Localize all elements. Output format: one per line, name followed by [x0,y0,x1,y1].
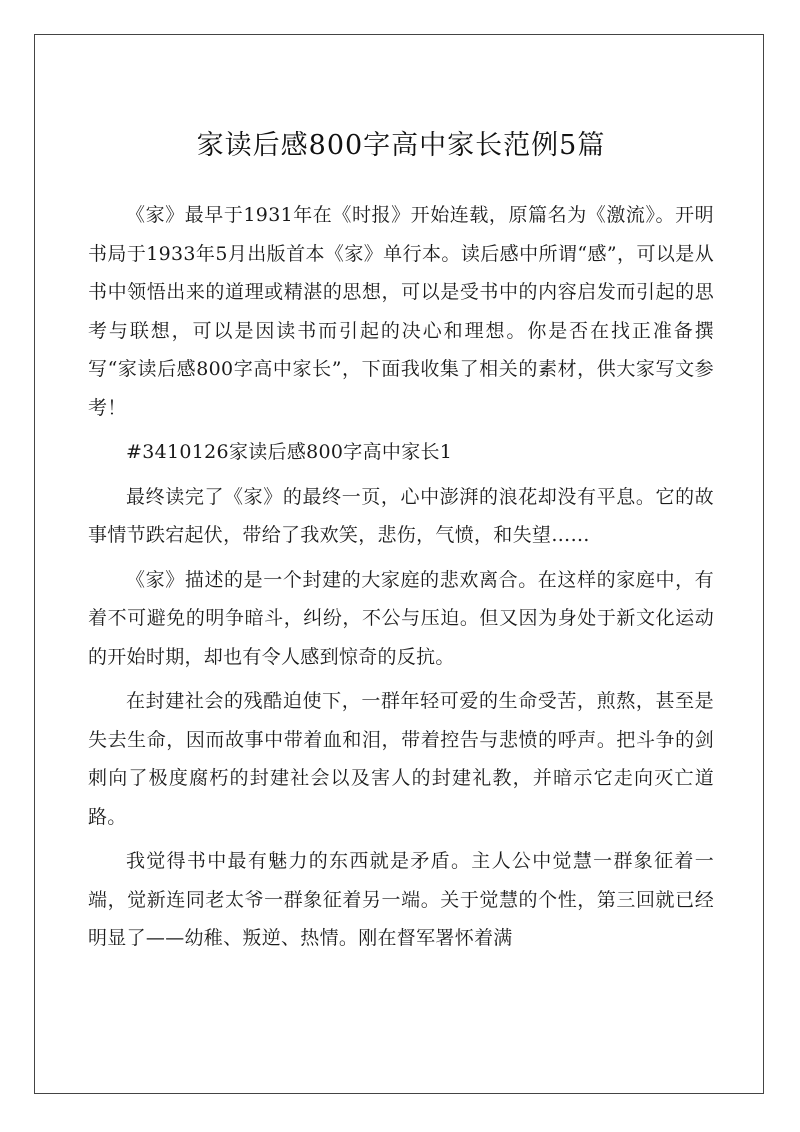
paragraph: 在封建社会的残酷迫使下，一群年轻可爱的生命受苦，煎熬，甚至是失去生命，因而故事中带着血和泪，带着控告与悲愤的呼声。把斗争的剑刺向了极度腐朽的封建社会以及害人的封建礼教，并暗示它走向灭亡道路。 [88,690,714,828]
paragraph: 《家》描述的是一个封建的大家庭的悲欢离合。在这样的家庭中，有着不可避免的明争暗斗，纠纷，不公与压迫。但又因为身处于新文化运动的开始时期，却也有令人感到惊奇的反抗。 [88,568,714,668]
document-body [88,126,714,964]
paragraph: 最终读完了《家》的最终一页，心中澎湃的浪花却没有平息。它的故事情节跌宕起伏，带给了我欢笑，悲伤，气愤，和失望…… [88,485,714,546]
document-title: 家读后感800字高中家长范例5篇 [196,130,606,161]
paragraph-intro: 《家》最早于1931年在《时报》开始连载，原篇名为《激流》。开明书局于1933年5月出版首本《家》单行本。读后感中所谓“感”，可以是从书中领悟出来的道理或精湛的思想，可以是受书中的内容启发而引起的思考与联想，可以是因读书而引起的决心和理想。你是否在找正准备撰写“家读后感800字高中家长”，下面我收集了相关的素材，供大家写文参考！ [88,204,714,419]
section-heading: #3410126家读后感800字高中家长1 [126,441,453,463]
paragraph: 我觉得书中最有魅力的东西就是矛盾。主人公中觉慧一群象征着一端，觉新连同老太爷一群象征着另一端。关于觉慧的个性，第三回就已经明显了——幼稚、叛逆、热情。刚在督军署怀着满 [88,850,714,949]
